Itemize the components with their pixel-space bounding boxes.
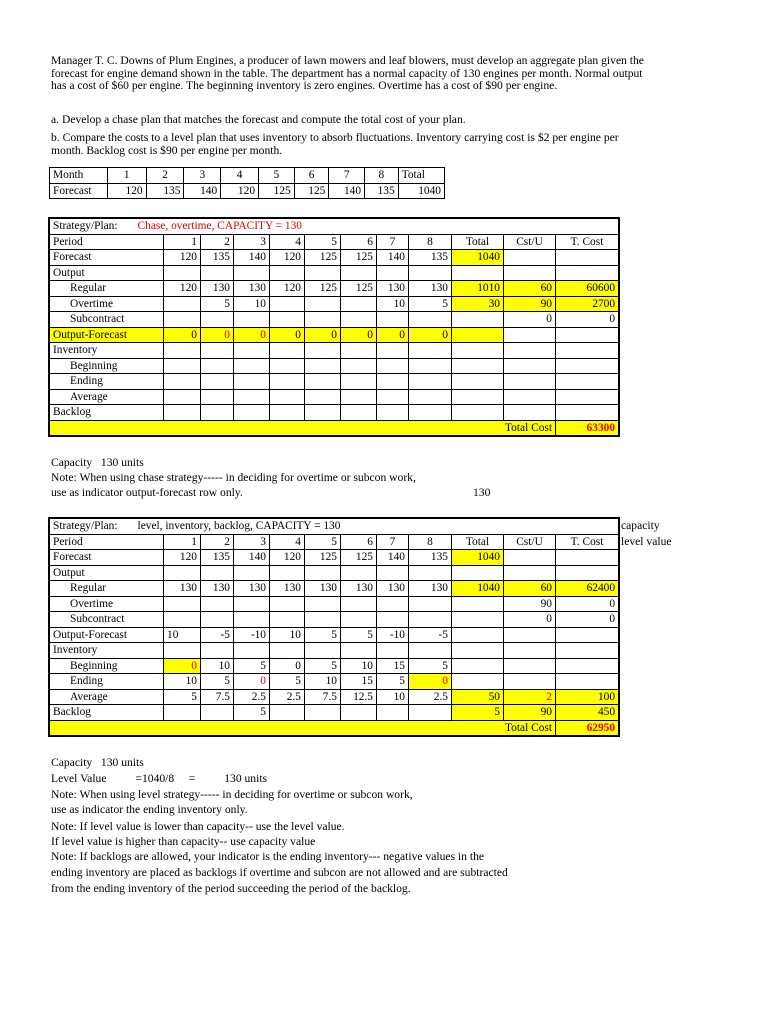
forecast-table — [49, 167, 445, 199]
cell: 450 — [556, 705, 619, 721]
strategy-label: Strategy/Plan: — [53, 520, 118, 533]
cell — [164, 296, 201, 312]
cell: 2.5 — [270, 689, 305, 705]
cell: Backlog — [50, 405, 164, 421]
cell: 125 — [341, 281, 377, 297]
chase-header-row — [50, 234, 619, 250]
cell: 5 — [259, 168, 295, 184]
cell: 0 — [377, 327, 409, 343]
cell: 10 — [377, 689, 409, 705]
cell: 8 — [365, 168, 399, 184]
cell: 130 — [234, 581, 270, 597]
cell: 130 — [201, 281, 234, 297]
cell: Overtime — [50, 596, 164, 612]
note2-line2: use as indicator the ending inventory only. — [51, 803, 248, 816]
forecast-table-row — [50, 183, 445, 199]
cell — [341, 296, 377, 312]
cell: 10 — [341, 658, 377, 674]
note2-line1: Note: When using level strategy----- in deciding for overtime or subcon work, — [51, 788, 413, 801]
cell: Month — [50, 168, 108, 184]
cell: 130 — [234, 281, 270, 297]
cell: 0 — [234, 327, 270, 343]
cell: 5 — [452, 705, 504, 721]
cell: 120 — [164, 281, 201, 297]
level-regular-row — [50, 581, 619, 597]
cell — [556, 250, 619, 266]
cell: 130 — [305, 581, 341, 597]
cell: 130 — [377, 281, 409, 297]
cell: 100 — [556, 689, 619, 705]
cell: 120 — [270, 550, 305, 566]
chase-beginning-row — [50, 358, 619, 374]
cell: 90 — [504, 596, 556, 612]
cell: 60 — [504, 581, 556, 597]
cell: 5 — [201, 674, 234, 690]
cell: 120 — [107, 183, 146, 199]
cell: -5 — [201, 627, 234, 643]
cell: 5 — [164, 689, 201, 705]
cell: 125 — [305, 281, 341, 297]
cell: 7 — [329, 168, 365, 184]
cell: 1040 — [398, 183, 444, 199]
strategy-name: level, inventory, backlog, CAPACITY = 130 — [137, 520, 341, 533]
cell: 125 — [259, 183, 295, 199]
note2-line7: from the ending inventory of the period succeeding the period of the backlog. — [51, 882, 411, 895]
level-backlog-row — [50, 705, 619, 721]
cell: Output — [50, 265, 164, 281]
cell: 140 — [234, 550, 270, 566]
cell: Output — [50, 565, 164, 581]
note2-capacity: Capacity 130 units — [51, 756, 144, 769]
cell: 130 — [270, 581, 305, 597]
cell: 90 — [504, 705, 556, 721]
cell — [504, 250, 556, 266]
chase-output-row — [50, 265, 619, 281]
cell: Average — [50, 689, 164, 705]
cell: 5 — [377, 674, 409, 690]
cell: 1 — [164, 234, 201, 250]
cell: 120 — [164, 250, 201, 266]
cell: Beginning — [50, 358, 164, 374]
level-beginning-row — [50, 658, 619, 674]
note1-value: 130 — [473, 486, 491, 499]
cell: 125 — [294, 183, 329, 199]
cell: 8 — [409, 534, 452, 550]
cell: 125 — [341, 250, 377, 266]
cell: 2.5 — [409, 689, 452, 705]
cell: 10 — [164, 674, 201, 690]
cell: 0 — [201, 327, 234, 343]
cell: 4 — [221, 168, 259, 184]
level-subcontract-row — [50, 612, 619, 628]
level-total-cost-row — [50, 720, 619, 736]
cell: Forecast — [50, 550, 164, 566]
side-level-value-label: level value — [621, 535, 672, 548]
cell: 0 — [504, 612, 556, 628]
cell: Subcontract — [50, 312, 164, 328]
cell: 5 — [234, 658, 270, 674]
cell: 0 — [305, 327, 341, 343]
strategy-cell — [50, 519, 619, 535]
cell: 1040 — [452, 250, 504, 266]
cell: 120 — [270, 250, 305, 266]
cell: 60 — [504, 281, 556, 297]
note2-line5: Note: If backlogs are allowed, your indicator is the ending inventory--- negative values in the — [51, 850, 485, 863]
cell: 120 — [270, 281, 305, 297]
cell: Subcontract — [50, 612, 164, 628]
cell: Cst/U — [504, 534, 556, 550]
cell: Cst/U — [504, 234, 556, 250]
chase-inventory-row — [50, 343, 619, 359]
cell: 120 — [221, 183, 259, 199]
chase-overtime-row — [50, 296, 619, 312]
part-a-text: a. Develop a chase plan that matches the forecast and compute the total cost of your plan. — [51, 113, 466, 126]
strategy-label: Strategy/Plan: — [53, 220, 118, 233]
cell: 0 — [504, 312, 556, 328]
cell: 135 — [201, 250, 234, 266]
cell: 0 — [164, 658, 201, 674]
level-output-forecast-row — [50, 627, 619, 643]
total-cost-value: 63300 — [556, 420, 619, 436]
forecast-table-header — [50, 168, 445, 184]
cell: 130 — [201, 581, 234, 597]
cell: 2.5 — [234, 689, 270, 705]
cell: 5 — [305, 234, 341, 250]
cell: Forecast — [50, 250, 164, 266]
note1-line1: Note: When using chase strategy----- in deciding for overtime or subcon work, — [51, 471, 416, 484]
note2-level-value: Level Value =1040/8 = 130 units — [51, 772, 268, 785]
cell: 130 — [409, 281, 452, 297]
cell: 4 — [270, 234, 305, 250]
cell: Forecast — [50, 183, 108, 199]
cell: 60600 — [556, 281, 619, 297]
chase-subcontract-row — [50, 312, 619, 328]
cell: 5 — [305, 658, 341, 674]
cell: 7 — [377, 234, 409, 250]
cell: Backlog — [50, 705, 164, 721]
cell: 0 — [409, 674, 452, 690]
level-forecast-row — [50, 550, 619, 566]
level-plan-table — [49, 518, 619, 736]
cell: Regular — [50, 581, 164, 597]
cell: 135 — [409, 550, 452, 566]
cell: 15 — [377, 658, 409, 674]
chase-plan-table — [49, 218, 619, 436]
cell: 6 — [341, 534, 377, 550]
cell: 125 — [305, 550, 341, 566]
cell: 4 — [270, 534, 305, 550]
cell: Output-Forecast — [50, 627, 164, 643]
cell: 135 — [146, 183, 184, 199]
part-b-text: b. Compare the costs to a level plan that uses inventory to absorb fluctuations. Inventory carrying cost is $2 per engine per month. Backlog cost is $90 per engine per month. — [51, 131, 619, 157]
cell: T. Cost — [556, 234, 619, 250]
cell: 12.5 — [341, 689, 377, 705]
cell: 0 — [409, 327, 452, 343]
cell: -5 — [409, 627, 452, 643]
note2-line6: ending inventory are placed as backlogs if overtime and subcon are not allowed and are subtracted — [51, 866, 508, 879]
cell: 10 — [305, 674, 341, 690]
cell: 6 — [341, 234, 377, 250]
cell: 50 — [452, 689, 504, 705]
cell: 130 — [164, 581, 201, 597]
level-average-row — [50, 689, 619, 705]
cell: 130 — [377, 581, 409, 597]
cell: 0 — [270, 658, 305, 674]
cell: Regular — [50, 281, 164, 297]
cell: Overtime — [50, 296, 164, 312]
cell: 5 — [305, 534, 341, 550]
total-cost-value: 62950 — [556, 720, 619, 736]
cell: 5 — [341, 627, 377, 643]
note2-line4: If level value is higher than capacity-- use capacity value — [51, 835, 316, 848]
cell: 0 — [341, 327, 377, 343]
chase-ending-row — [50, 374, 619, 390]
cell: Total — [452, 234, 504, 250]
cell: 2 — [504, 689, 556, 705]
cell: 0 — [234, 674, 270, 690]
cell: 120 — [164, 550, 201, 566]
cell: T. Cost — [556, 534, 619, 550]
cell: 3 — [234, 534, 270, 550]
cell: 140 — [184, 183, 221, 199]
chase-backlog-row — [50, 405, 619, 421]
note1-line2: use as indicator output-forecast row only. — [51, 486, 243, 499]
cell: 90 — [504, 296, 556, 312]
cell: 7.5 — [201, 689, 234, 705]
cell: 5 — [201, 296, 234, 312]
cell: 1 — [107, 168, 146, 184]
cell: -10 — [234, 627, 270, 643]
cell: 125 — [341, 550, 377, 566]
chase-strategy-row — [50, 219, 619, 235]
cell: 125 — [305, 250, 341, 266]
cell: 5 — [234, 705, 270, 721]
cell: 2 — [201, 534, 234, 550]
cell: 8 — [409, 234, 452, 250]
cell: 1 — [164, 534, 201, 550]
cell: 10 — [164, 627, 201, 643]
cell: 3 — [234, 234, 270, 250]
cell: 2 — [201, 234, 234, 250]
cell: 10 — [201, 658, 234, 674]
cell: 1040 — [452, 550, 504, 566]
cell: 7.5 — [305, 689, 341, 705]
note1-capacity: Capacity 130 units — [51, 456, 144, 469]
cell: 140 — [329, 183, 365, 199]
cell: 140 — [377, 250, 409, 266]
side-capacity-label: capacity — [621, 519, 660, 532]
cell: 140 — [377, 550, 409, 566]
cell: 2700 — [556, 296, 619, 312]
cell — [270, 296, 305, 312]
cell: 10 — [234, 296, 270, 312]
cell: 3 — [184, 168, 221, 184]
total-cost-label: Total Cost — [50, 720, 556, 736]
cell: 135 — [409, 250, 452, 266]
cell: Total — [398, 168, 444, 184]
level-inventory-row — [50, 643, 619, 659]
cell: Average — [50, 389, 164, 405]
cell: Total — [452, 534, 504, 550]
chase-output-forecast-row — [50, 327, 619, 343]
cell: 62400 — [556, 581, 619, 597]
chase-average-row — [50, 389, 619, 405]
cell: Inventory — [50, 643, 164, 659]
cell: 0 — [556, 612, 619, 628]
cell: Period — [50, 234, 164, 250]
level-ending-row — [50, 674, 619, 690]
cell: 0 — [164, 327, 201, 343]
cell: -10 — [377, 627, 409, 643]
cell: 1010 — [452, 281, 504, 297]
chase-forecast-row — [50, 250, 619, 266]
cell: Beginning — [50, 658, 164, 674]
cell: Inventory — [50, 343, 164, 359]
cell: 0 — [270, 327, 305, 343]
cell: Ending — [50, 374, 164, 390]
cell: 1040 — [452, 581, 504, 597]
level-strategy-row — [50, 519, 619, 535]
strategy-cell — [50, 219, 619, 235]
cell: 130 — [409, 581, 452, 597]
cell: 140 — [234, 250, 270, 266]
cell: 130 — [341, 581, 377, 597]
cell: Output-Forecast — [50, 327, 164, 343]
cell — [305, 296, 341, 312]
cell: 0 — [556, 596, 619, 612]
cell: 135 — [365, 183, 399, 199]
chase-total-cost-row — [50, 420, 619, 436]
cell: 15 — [341, 674, 377, 690]
cell: 7 — [377, 534, 409, 550]
cell: 6 — [294, 168, 329, 184]
cell: 5 — [409, 296, 452, 312]
note2-line3: Note: If level value is lower than capacity-- use the level value. — [51, 820, 345, 833]
level-overtime-row — [50, 596, 619, 612]
cell: 2 — [146, 168, 184, 184]
chase-regular-row — [50, 281, 619, 297]
cell: Ending — [50, 674, 164, 690]
cell: 10 — [377, 296, 409, 312]
level-header-row — [50, 534, 619, 550]
strategy-name: Chase, overtime, CAPACITY = 130 — [137, 220, 302, 233]
cell: 0 — [556, 312, 619, 328]
level-output-row — [50, 565, 619, 581]
cell: 10 — [270, 627, 305, 643]
cell: 5 — [305, 627, 341, 643]
cell: 30 — [452, 296, 504, 312]
cell: Period — [50, 534, 164, 550]
cell: 5 — [409, 658, 452, 674]
problem-statement: Manager T. C. Downs of Plum Engines, a producer of lawn mowers and leaf blowers, must develop an aggregate plan given the forecast for engine demand shown in the table. The department has a normal capacity of 130 engines per month. Normal output has a cost of $60 per engine. The beginning inventory is zero engines. Overtime has a cost of $90 per engine. — [51, 54, 644, 93]
cell: 5 — [270, 674, 305, 690]
cell: 135 — [201, 550, 234, 566]
total-cost-label: Total Cost — [50, 420, 556, 436]
